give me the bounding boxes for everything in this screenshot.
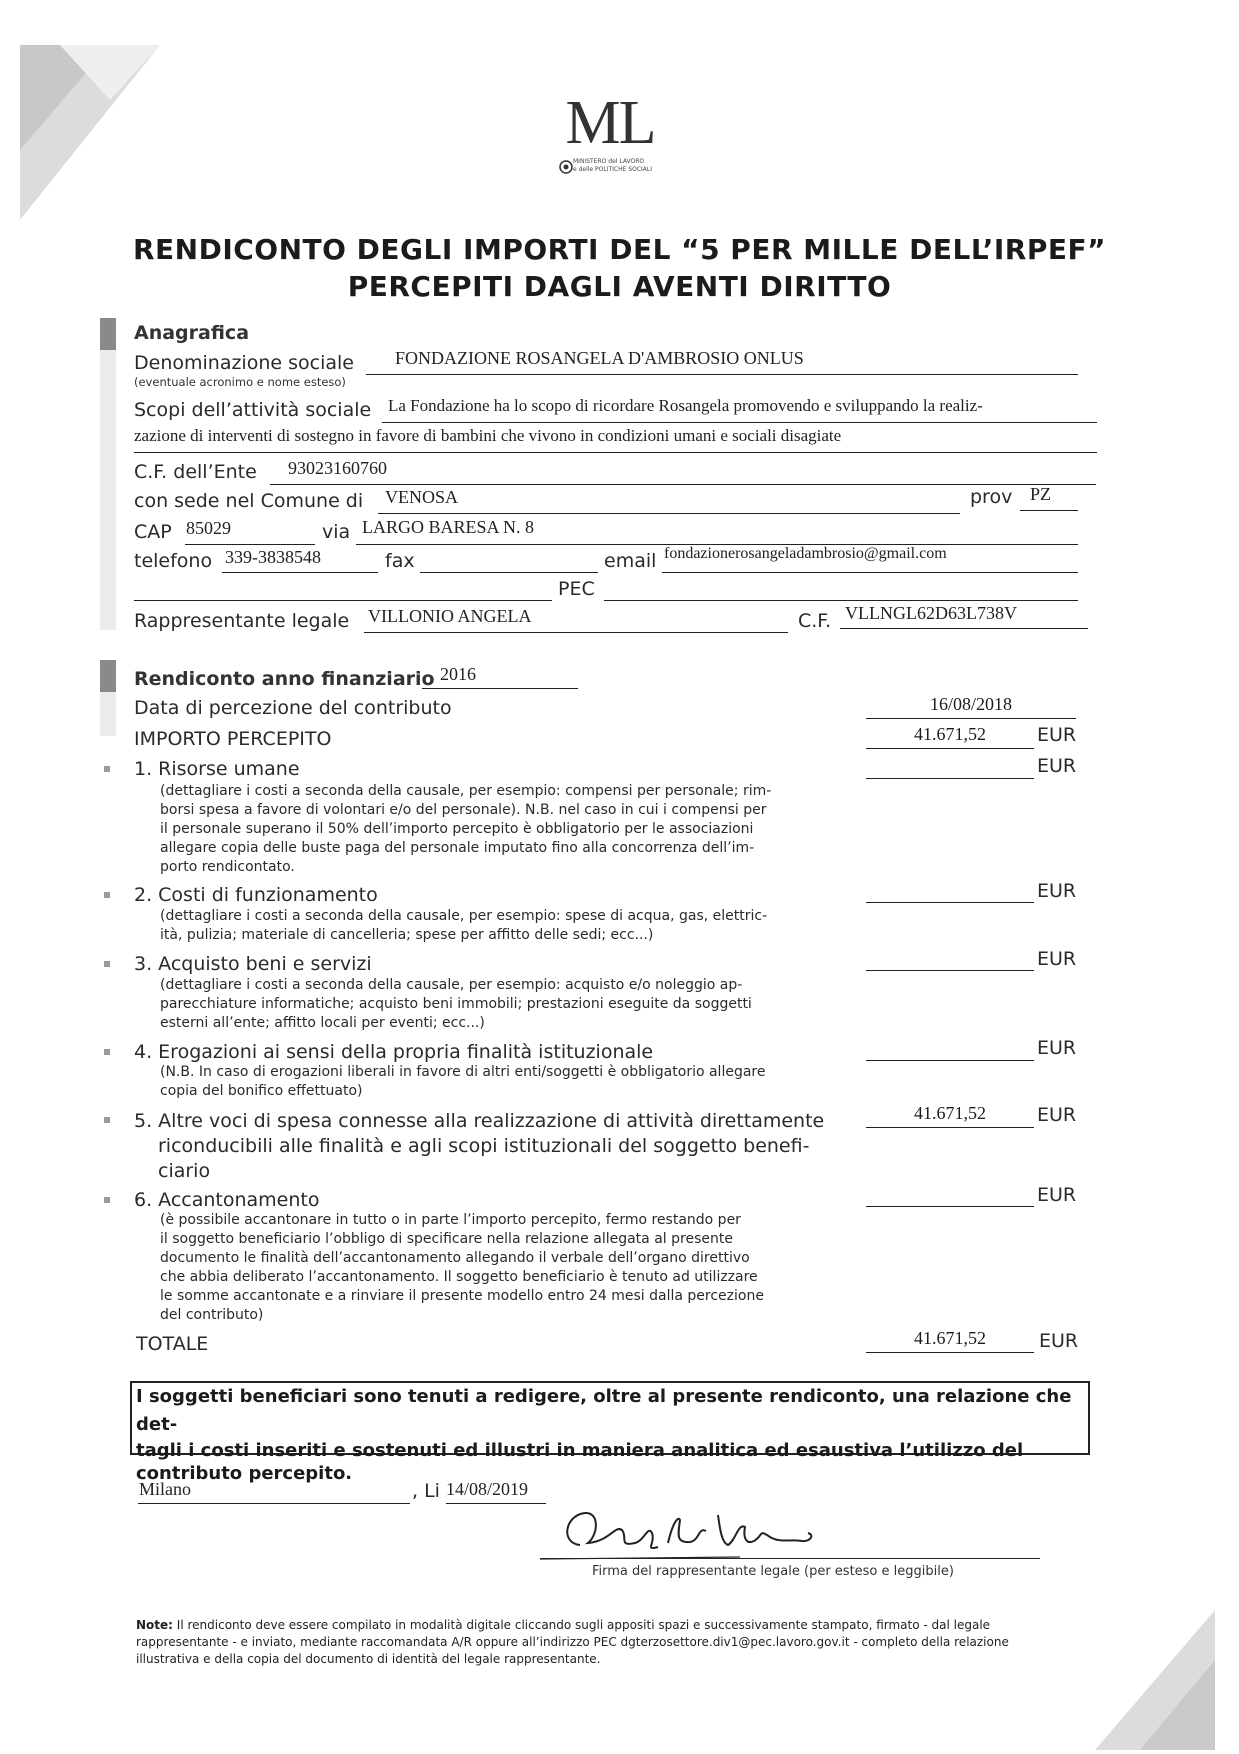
item-3-line <box>866 970 1034 971</box>
item-5-field[interactable]: 41.671,52 <box>914 1103 986 1123</box>
pec-label: PEC <box>558 578 595 600</box>
rappresentante-cf-field[interactable]: VLLNGL62D63L738V <box>845 603 1017 623</box>
item-3-currency: EUR <box>1037 948 1077 970</box>
logo-mark: ML <box>565 89 655 157</box>
denominazione-line <box>366 374 1078 375</box>
li-label: , Li <box>412 1480 440 1502</box>
fax-label: fax <box>385 550 415 572</box>
firma-caption: Firma del rappresentante legale (per esteso e leggibile) <box>592 1564 954 1579</box>
comune-field[interactable]: VENOSA <box>385 487 459 507</box>
firma-line <box>540 1558 1040 1559</box>
notice-box: I soggetti beneficiari sono tenuti a redigere, oltre al presente rendiconto, una relazione che det- tagli i costi inseriti e sostenuti ed illustri in maniera analitica ed esaustiva l’utilizzo del contributo percepito. <box>130 1381 1090 1455</box>
item-2-label: 2. Costi di funzionamento <box>134 884 378 906</box>
pec-left-line <box>134 600 552 601</box>
telefono-field[interactable]: 339-3838548 <box>225 547 321 567</box>
rappresentante-line <box>364 632 788 633</box>
email-line <box>662 572 1078 573</box>
item-4-bullet <box>104 1049 110 1055</box>
fax-line <box>420 572 598 573</box>
importo-percepito-label: IMPORTO PERCEPITO <box>134 728 332 750</box>
item-2-bullet <box>104 892 110 898</box>
item-2-line <box>866 902 1034 903</box>
rendiconto-heading: Rendiconto anno finanziario <box>134 668 435 690</box>
item-5-label: 5. Altre voci di spesa connesse alla realizzazione di attività direttamente riconducibili alle finalità e agli scopi istituzionali del soggetto benefi- ciario <box>134 1110 825 1182</box>
importo-line <box>866 748 1034 749</box>
section-bar-rendiconto-light <box>100 692 116 736</box>
item-3-label: 3. Acquisto beni e servizi <box>134 953 372 975</box>
prov-line <box>1020 510 1078 511</box>
scopi-label: Scopi dell’attività sociale <box>134 399 372 421</box>
section-bar-anagrafica-light <box>100 350 116 630</box>
item-2-description: (dettagliare i costi a seconda della causale, per esempio: spese di acqua, gas, elettric- ità, pulizia; materiale di cancelleria; spese per affitto delle sedi; ecc...) <box>160 908 768 943</box>
data-percezione-field[interactable]: 16/08/2018 <box>929 694 1012 714</box>
item-1-label: 1. Risorse umane <box>134 758 300 780</box>
item-1-description: (dettagliare i costi a seconda della causale, per esempio: compensi per personale; rim- borsi spesa a favore di volontari e/o del personale). N.B. nel caso in cui i compensi per il personale superano il 50% dell’importo percepito è obbligatorio per le associazioni allegare copia delle buste paga del personale imputato fino alla concorrenza dell’im- porto rendicontato. <box>160 783 772 875</box>
page-title: RENDICONTO DEGLI IMPORTI DEL “5 PER MILLE DELL’IRPEF” PERCEPITI DAGLI AVENTI DIRITTO <box>132 233 1107 303</box>
prov-label: prov <box>970 486 1013 508</box>
anno-line <box>422 688 578 689</box>
pec-line <box>604 600 1078 601</box>
cap-line <box>185 544 315 545</box>
handwritten-signature <box>540 1485 840 1565</box>
item-3-bullet <box>104 961 110 967</box>
scopi-field-line2[interactable]: zazione di interventi di sostegno in favore di bambini che vivono in condizioni umani e sociali disagiate <box>134 426 842 445</box>
data-firma-field[interactable]: 14/08/2019 <box>446 1479 529 1499</box>
luogo-line <box>138 1503 410 1504</box>
rappresentante-field[interactable]: VILLONIO ANGELA <box>368 606 532 626</box>
totale-currency: EUR <box>1039 1330 1079 1352</box>
note-footer: Note: Il rendiconto deve essere compilato in modalità digitale cliccando sugli appositi spazi e successivamente stampato, firmato - dal legale rappresentante - e inviato, mediante raccomandata A/R oppure all’indirizzo PEC dgterzosettore.div1@pec.lavoro.gov.it - completo della relazione illustrativa e della copia del documento di identità del legale rappresentante. <box>136 1618 1009 1666</box>
via-field[interactable]: LARGO BARESA N. 8 <box>362 517 535 537</box>
cap-field[interactable]: 85029 <box>186 518 231 538</box>
ministry-logo <box>555 88 685 188</box>
emblem-icon <box>559 160 573 174</box>
totale-label: TOTALE <box>136 1333 209 1355</box>
luogo-field[interactable]: Milano <box>139 1479 191 1499</box>
item-4-label: 4. Erogazioni ai sensi della propria finalità istituzionale <box>134 1041 654 1063</box>
via-label: via <box>322 521 351 543</box>
rappresentante-label: Rappresentante legale <box>134 610 350 632</box>
corner-decoration-bottom-right <box>1090 1600 1239 1754</box>
item-1-currency: EUR <box>1037 755 1077 777</box>
anno-field[interactable]: 2016 <box>440 664 476 684</box>
rappresentante-cf-line <box>840 628 1088 629</box>
note-label: Note: <box>136 1618 173 1632</box>
denominazione-label: Denominazione sociale <box>134 352 354 374</box>
cap-label: CAP <box>134 521 172 543</box>
item-6-line <box>866 1206 1034 1207</box>
scopi-field-line1[interactable]: La Fondazione ha lo scopo di ricordare Rosangela promovendo e sviluppando la realiz- <box>388 396 983 415</box>
comune-label: con sede nel Comune di <box>134 490 364 512</box>
item-5-line <box>866 1127 1034 1128</box>
corner-decoration-top-left <box>0 0 170 230</box>
telefono-label: telefono <box>134 550 213 572</box>
item-6-bullet <box>104 1197 110 1203</box>
data-percezione-line <box>866 718 1076 719</box>
rappresentante-cf-label: C.F. <box>798 610 832 632</box>
section-bar-anagrafica <box>100 318 116 350</box>
item-4-description: (N.B. In caso di erogazioni liberali in favore di altri enti/soggetti è obbligatorio allegare copia del bonifico effettuato) <box>160 1064 766 1099</box>
item-6-currency: EUR <box>1037 1184 1077 1206</box>
item-6-label: 6. Accantonamento <box>134 1189 320 1211</box>
importo-field[interactable]: 41.671,52 <box>914 724 986 744</box>
comune-line <box>378 513 960 514</box>
item-4-line <box>866 1060 1034 1061</box>
cf-ente-label: C.F. dell’Ente <box>134 461 257 483</box>
item-5-currency: EUR <box>1037 1104 1077 1126</box>
scopi-line-1 <box>382 422 1097 423</box>
item-2-currency: EUR <box>1037 880 1077 902</box>
cf-ente-line <box>270 484 1096 485</box>
importo-currency: EUR <box>1037 724 1077 746</box>
totale-line <box>866 1352 1034 1353</box>
totale-field[interactable]: 41.671,52 <box>914 1328 986 1348</box>
logo-caption: MINISTERO del LAVORO e delle POLITICHE SOCIALI <box>573 158 653 173</box>
item-4-currency: EUR <box>1037 1037 1077 1059</box>
email-label: email <box>604 550 657 572</box>
data-percezione-label: Data di percezione del contributo <box>134 697 452 719</box>
section-bar-rendiconto <box>100 660 116 692</box>
telefono-line <box>222 572 378 573</box>
anagrafica-heading: Anagrafica <box>134 322 250 344</box>
denominazione-field[interactable]: FONDAZIONE ROSANGELA D'AMBROSIO ONLUS <box>395 348 804 368</box>
scopi-line-2 <box>134 452 1097 453</box>
email-field[interactable]: fondazionerosangeladambrosio@gmail.com <box>664 545 947 562</box>
prov-field[interactable]: PZ <box>1030 484 1052 504</box>
item-6-description: (è possibile accantonare in tutto o in parte l’importo percepito, fermo restando per il soggetto beneficiario l’obbligo di specificare nella relazione allegata al presente documento le finalità dell’accantonamento allegando il verbale dell’organo direttivo che abbia deliberato l’accantonamento. Il soggetto beneficiario è tenuto ad utilizzare le somme accantonate e a rinviare il presente modello entro 24 mesi dalla percezione del contributo) <box>160 1212 764 1323</box>
denominazione-note: (eventuale acronimo e nome esteso) <box>134 375 346 389</box>
item-1-bullet <box>104 766 110 772</box>
cf-ente-field[interactable]: 93023160760 <box>288 458 387 478</box>
item-5-bullet <box>104 1117 110 1123</box>
item-3-description: (dettagliare i costi a seconda della causale, per esempio: acquisto e/o noleggio ap- parecchiature informatiche; acquisto beni immobili; prestazioni eseguite da soggetti esterni all’ente; affitto locali per eventi; ecc...) <box>160 977 752 1031</box>
data-firma-line <box>446 1503 546 1504</box>
item-1-line <box>866 778 1034 779</box>
